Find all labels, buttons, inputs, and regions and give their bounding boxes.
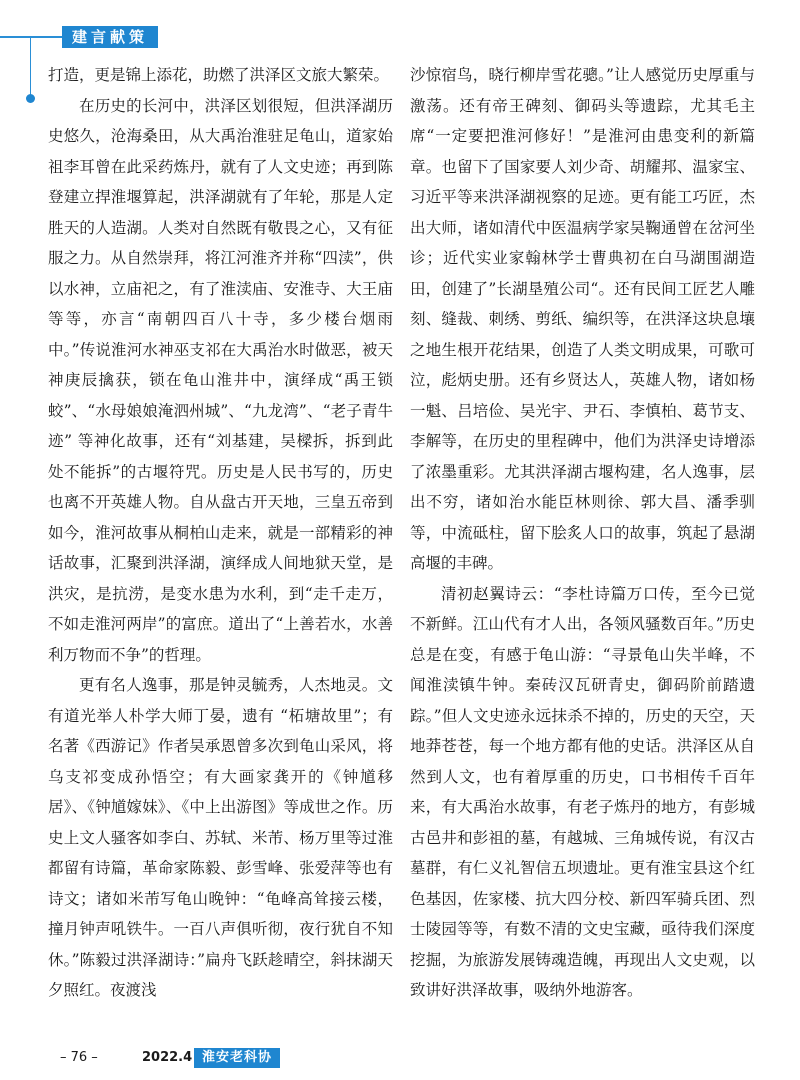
page-number: – 76 – — [60, 1050, 98, 1065]
paragraph: 在历史的长河中，洪泽区划很短，但洪泽湖历史悠久，沧海桑田，从大禹治淮驻足龟山，道家始祖李耳曾在此采药炼丹，就有了人文史迹；再到陈登建立捍淮堰算起，洪泽湖就有了年轮，那是人定胜天的人造湖。人类对自然既有敬畏之心，又有征服之力。从自然崇拜，将江河淮齐并称“四渎”，供以水神，立庙祀之，有了淮渎庙、安淮寺、大王庙等等，亦言“南朝四百八十寺，多少楼台烟雨中。”传说淮河水神巫支祁在大禹治水时做恶，被天神庚辰擒获，锁在龟山淮井中，演绎成“禹王锁蛟”、“水母娘娘淹泗州城”、“九龙湾”、“老子青牛迹” 等神化故事，还有“刘基建，吴樑拆，拆到此处不能拆”的古堰符咒。历史是人民书写的，历史也离不开英雄人物。自从盘古开天地，三皇五帝到如今，淮河故事从桐柏山走来，就是一部精彩的神话故事，汇聚到洪泽湖，演绎成人间地狱天堂，是洪灾，是抗涝，是变水患为水利，到“走千走万，不如走淮河两岸”的富庶。道出了“上善若水，水善利万物而不争”的哲理。 — [48, 96, 393, 664]
paragraph: 沙惊宿鸟，晓行柳岸雪花骢。”让人感觉历史厚重与激荡。还有帝王碑刻、御码头等遗踪，尤其毛主席“一定要把淮河修好！”是淮河由患变利的新篇章。也留下了国家要人刘少奇、胡耀邦、温家宝、习近平等来洪泽湖视察的足迹。更有能工巧匠，杰出大师，诸如清代中医温病学家吴鞠通曾在岔河坐诊；近代实业家翰林学士曹典初在白马湖围湖造田，创建了”长湖垦殖公司“。还有民间工匠艺人雕刻、缝裁、刺绣、剪纸、编织等，在洪泽这块息壤之地生根开花结果，创造了人类文明成果，可歌可泣，彪炳史册。还有乡贤达人，英雄人物，诸如杨一魁、吕培俭、吴光宇、尹石、李慎柏、葛节支、李解等，在历史的里程碑中，他们为洪泽史诗增添了浓墨重彩。尤其洪泽湖古堰构建，名人逸事，层出不穷，诸如治水能臣林则徐、郭大昌、潘季驯等，中流砥柱，留下脍炙人口的故事，筑起了悬湖高堰的丰碑。 — [410, 66, 755, 572]
header-rule — [0, 36, 62, 38]
publication-badge: 淮安老科协 — [194, 1048, 280, 1068]
left-column — [48, 60, 393, 1006]
paragraph: 清初赵翼诗云：“李杜诗篇万口传，至今已觉不新鲜。江山代有才人出，各领风骚数百年。”历史总是在变，有感于龟山游：“寻景龟山失半峰，不闻淮渎镇牛钟。秦砖汉瓦研青史，御码阶前踏遗踪。”但人文史迹永远抹杀不掉的，历史的天空，天地莽苍苍，每一个地方都有他的史话。洪泽区从自然到人文，也有着厚重的历史，口书相传千百年来，有大禹治水故事，有老子炼丹的地方，有彭城古邑井和彭祖的墓，有越城、三角城传说，有汉古墓群，有仁义礼智信五坝遗址。更有淮宝县这个红色基因，佐家楼、抗大四分校、新四军骑兵团、烈士陵园等等，有数不清的文史宝藏，亟待我们深度挖掘，为旅游发展铸魂造魄，再现出人文史观，以致讲好洪泽故事，吸纳外地游客。 — [410, 584, 755, 999]
paragraph: 更有名人逸事，那是钟灵毓秀，人杰地灵。文有道光举人朴学大师丁晏，遗有 “柘塘故里”；有名著《西游记》作者吴承恩曾多次到龟山采风，将乌支祁变成孙悟空；有大画家龚开的《钟馗移居》、《钟馗嫁妹》、《中上出游图》等成世之作。历史上文人骚客如李白、苏轼、米芾、杨万里等过淮都留有诗篇，革命家陈毅、彭雪峰、张爱萍等也有诗文；诸如米芾写龟山晚钟：“龟峰高耸接云楼，撞月钟声吼铁牛。一百八声俱听彻，夜行犹自不知休。”陈毅过洪泽湖诗：”扁舟飞跃趁晴空，斜抹湖天夕照红。夜渡浅 — [48, 676, 393, 999]
side-rule — [30, 37, 31, 95]
side-dot — [26, 94, 35, 103]
paragraph: 打造，更是锦上添花，助燃了洪泽区文旅大繁荣。 — [48, 66, 390, 84]
issue-label: 2022.4 — [142, 1050, 193, 1065]
section-tag: 建言献策 — [62, 26, 158, 48]
right-column — [410, 60, 755, 1006]
